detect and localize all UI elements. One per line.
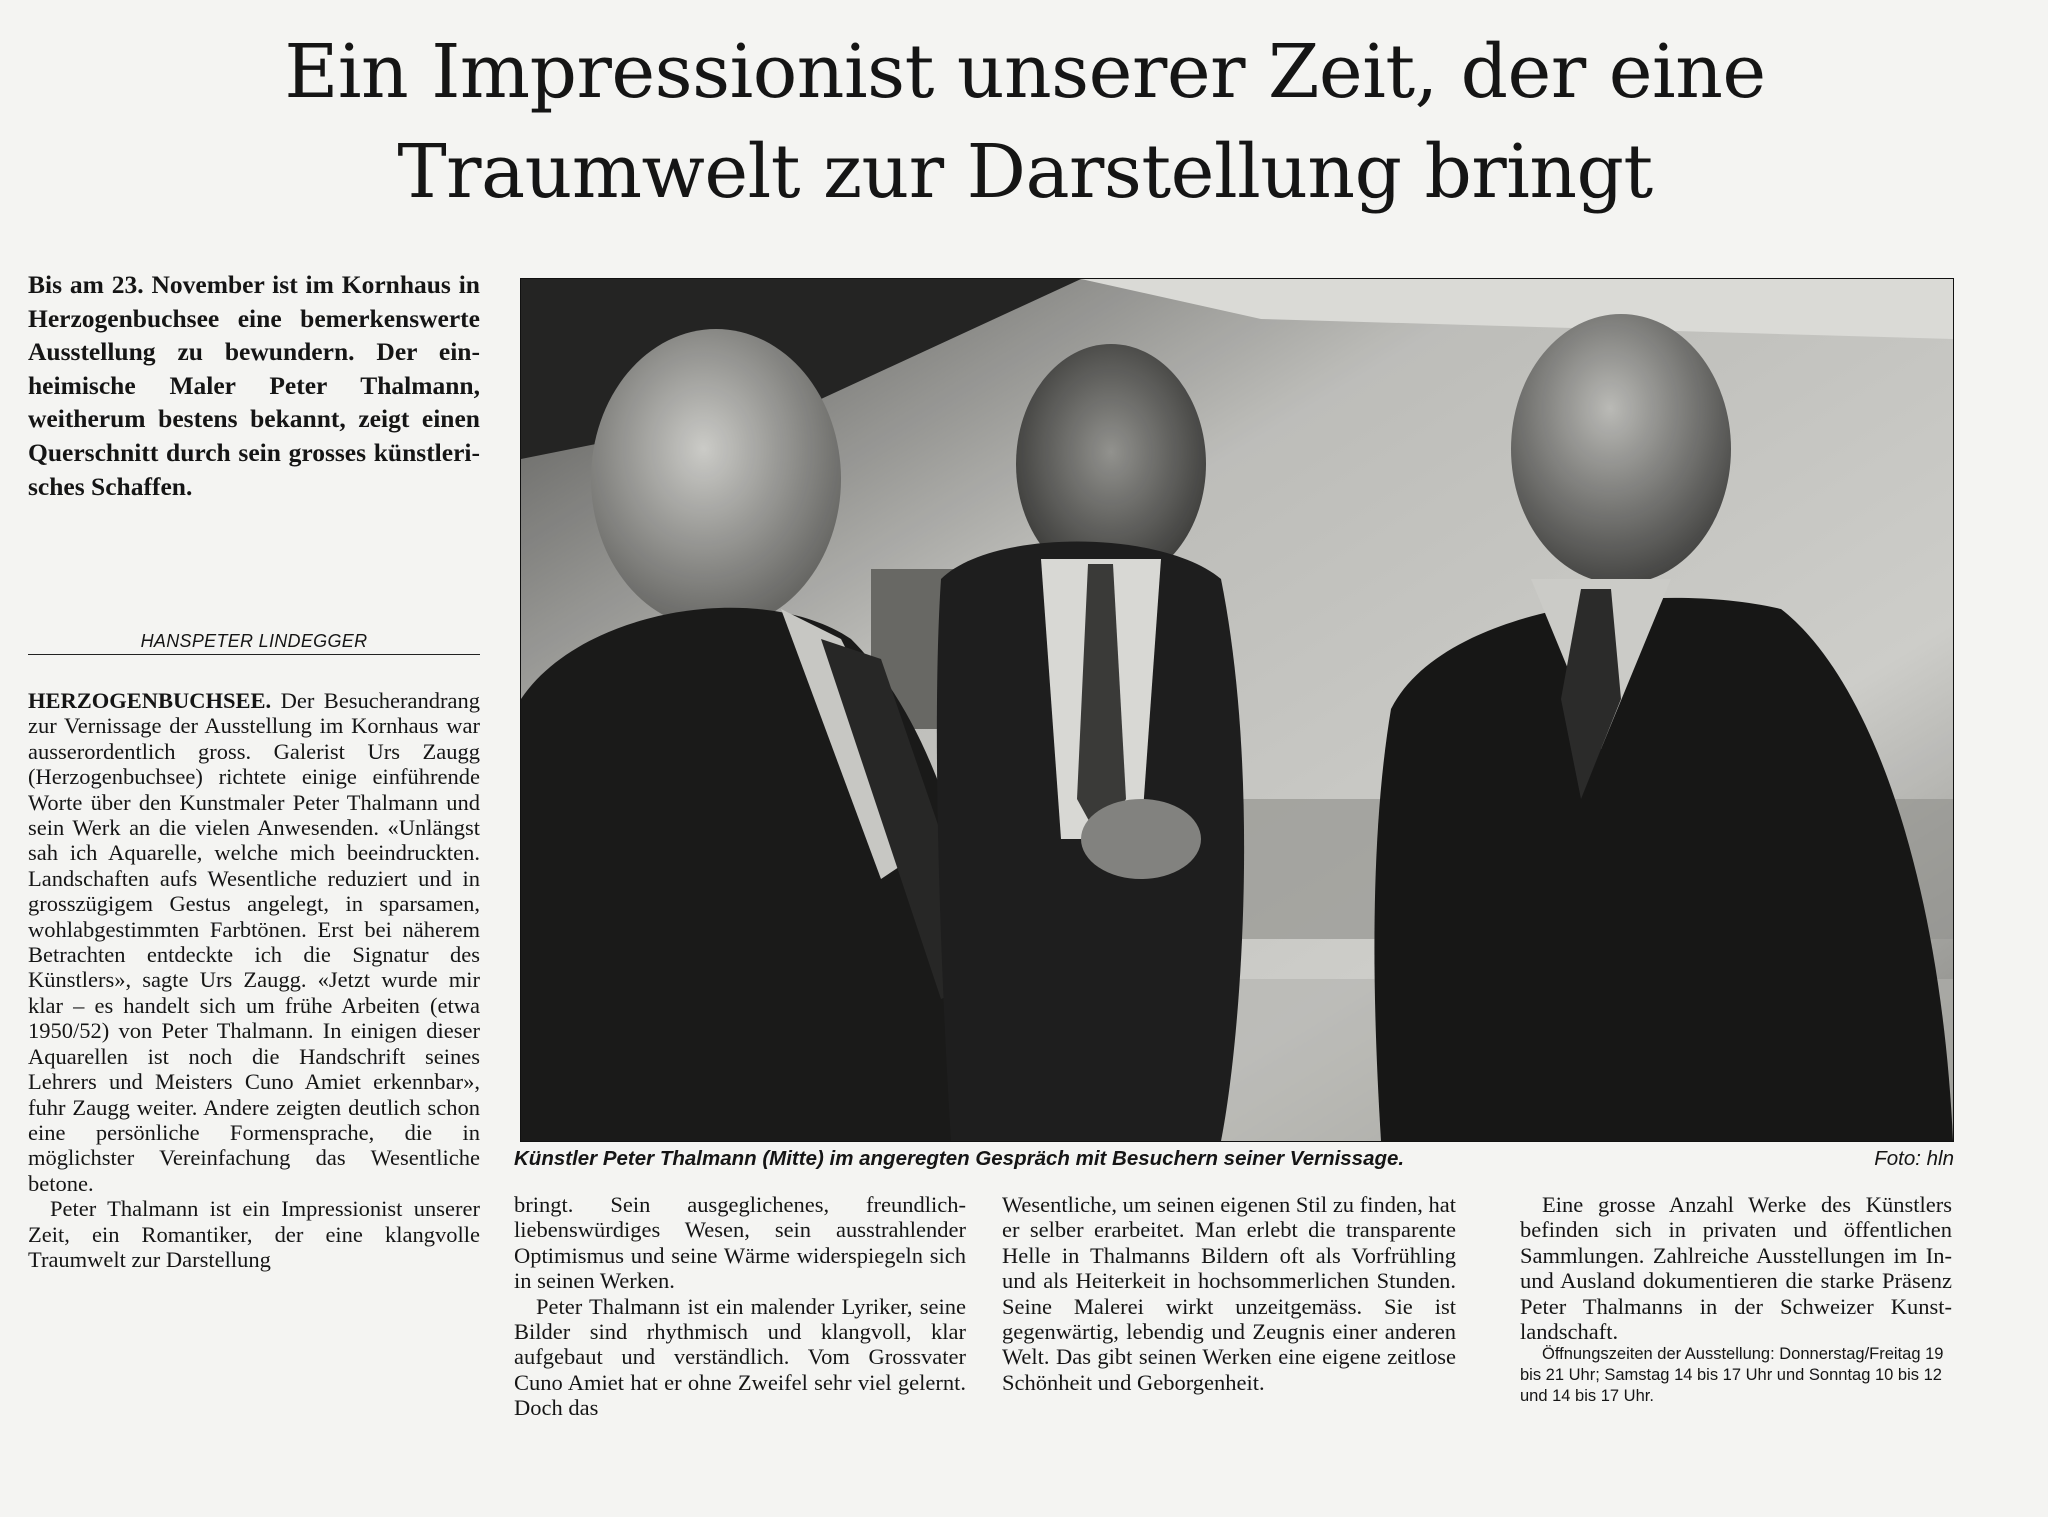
byline-rule [28, 654, 480, 655]
dateline: HERZOGENBUCHSEE. [28, 688, 272, 713]
text-column-4 [1520, 1192, 1952, 1407]
photo-caption: Künstler Peter Thalmann (Mitte) im angeregten Gespräch mit Besuchern seiner Vernissage. [514, 1147, 1405, 1170]
photo-illustration [521, 279, 1953, 1141]
article-photo [520, 278, 1954, 1142]
text-column-1 [28, 688, 480, 1272]
paragraph: Wesentliche, um seinen eigenen Stil zu finden, hat er selber erarbeitet. Man erlebt die transparente Helle in Thalmanns Bildern oft als Vorfrühling und als Heiterkeit in hochsommerlichen Stunden. Seine Malerei wirkt unzeitgemäss. Sie ist gegenwärtig, lebendig und Zeugnis einer anderen Welt. Das gibt seinen Werken eine eigene zeitlose Schönheit und Geborgenheit. [1002, 1192, 1456, 1395]
paragraph: Peter Thalmann ist ein Impressionist unserer Zeit, ein Romantiker, der eine klangvolle Traumwelt zur Darstellung [28, 1196, 480, 1272]
article-headline [60, 22, 1990, 222]
paragraph: Peter Thalmann ist ein malender Lyriker, seine Bilder sind rhythmisch und klangvoll, klar aufgebaut und verständlich. Vom Grossvater Cuno Amiet hat er ohne Zweifel sehr viel gelernt. Doch das [514, 1293, 966, 1421]
author-byline: HANSPETER LINDEGGER [140, 631, 368, 651]
photo-caption-bar [514, 1144, 1954, 1174]
article-lead: Bis am 23. November ist im Kornhaus in Herzogenbuchsee eine bemerkenswerte Ausstellung zu bewundern. Der einheimische Maler Peter Thalmann, weitherum bestens bekannt, zeigt einen Querschnitt durch sein grosses künstlerisches Schaffen. [28, 270, 480, 501]
paragraph-text: Der Besucherandrang zur Vernissage der Ausstellung im Kornhaus war ausserordentlich gross. Galerist Urs Zaugg (Herzogenbuchsee) richtete einige einführende Worte über den Kunstmaler Peter Thalmann und sein Werk an die vielen Anwesenden. «Unlängst sah ich Aquarelle, welche mich beeindruckten. Landschaften aufs Wesentliche reduziert und in grosszügigem Gestus angelegt, in sparsamen, wohlabgestimmten Farbtönen. Erst bei näherem Betrachten entdeckte ich die Signatur des Künstlers», sagte Urs Zaugg. «Jetzt wurde mir klar – es handelt sich um frühe Arbeiten (etwa 1950/52) von Peter Thalmann. In einigen dieser Aquarellen ist noch die Handschrift seines Lehrers und Meisters Cuno Amiet erkennbar», fuhr Zaugg weiter. Andere zeigten deutlich schon eine persönliche Formensprache, die in möglichster Vereinfachung das Wesentliche betone. [28, 688, 480, 1196]
paragraph [28, 688, 480, 1196]
text-column-3 [1002, 1192, 1456, 1395]
photo-credit: Foto: hln [1874, 1147, 1954, 1170]
headline-line-1: Ein Impressionist unserer Zeit, der eine [284, 29, 1766, 115]
opening-hours: Öffnungszeiten der Ausstellung: Donnerstag/Freitag 19 bis 21 Uhr; Samstag 14 bis 17 Uhr und Sonntag 10 bis 12 und 14 bis 17 Uhr. [1520, 1345, 1944, 1406]
headline-line-2: Traumwelt zur Darstellung bringt [397, 129, 1653, 215]
text-column-2 [514, 1192, 966, 1421]
paragraph: bringt. Sein ausgeglichenes, freundlich-liebenswürdiges Wesen, sein ausstrahlender Optimismus und seine Wärme widerspiegeln sich in seinen Werken. [514, 1192, 966, 1294]
paragraph: Eine grosse Anzahl Werke des Künstlers befinden sich in privaten und öffentlichen Sammlungen. Zahlreiche Ausstellungen im In- und Ausland dokumentieren die starke Präsenz Peter Thalmanns in der Schweizer Kunstlandschaft. [1520, 1192, 1952, 1345]
